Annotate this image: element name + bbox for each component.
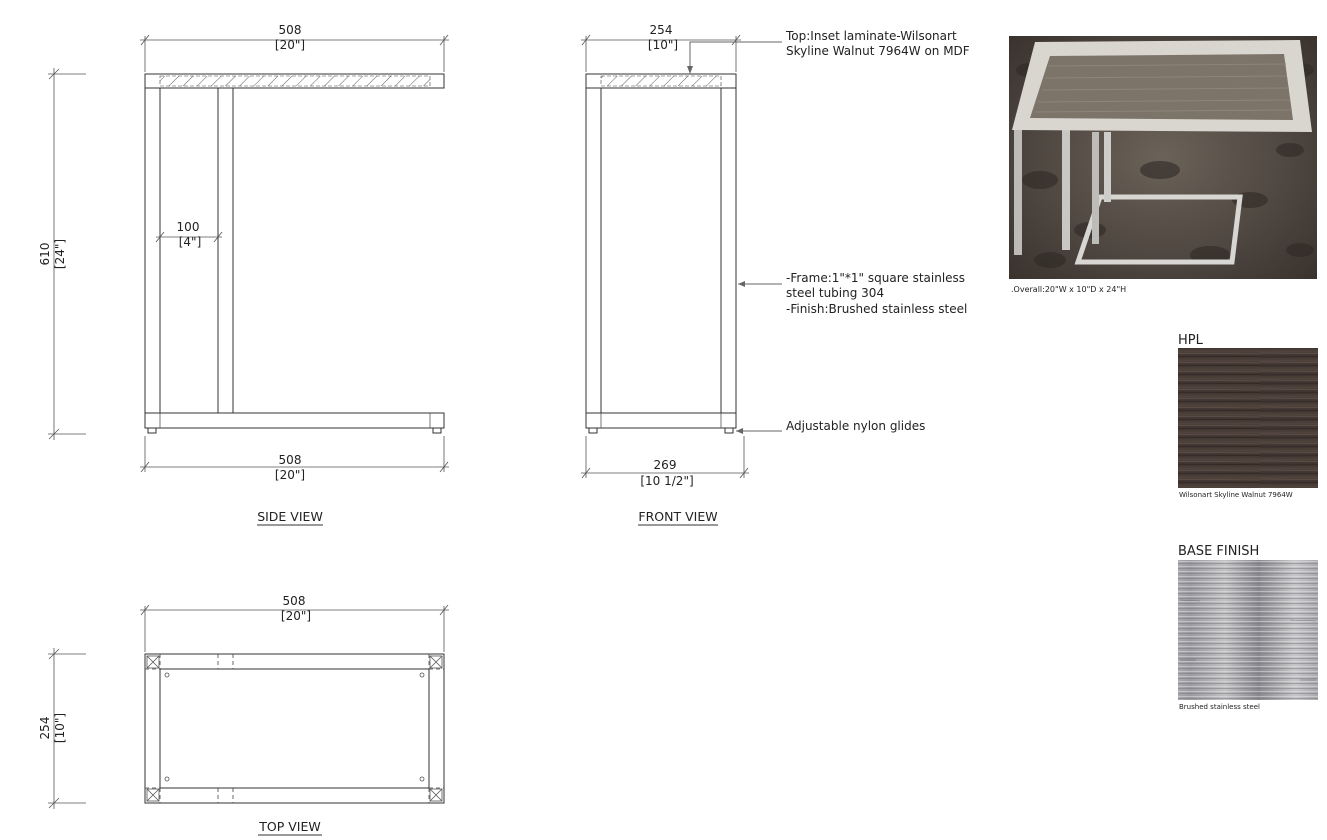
side-left-post	[145, 88, 160, 413]
top-dim-depth-mm: 254	[38, 716, 52, 740]
side-dim-top-in: [20"]	[274, 38, 306, 52]
photo-caption: .Overall:20"W x 10"D x 24"H	[1011, 285, 1127, 294]
top-dim-width-mm: 508	[282, 594, 306, 608]
side-view	[38, 23, 449, 525]
callout-top-line1: Top:Inset laminate-Wilsonart	[786, 29, 957, 43]
front-view	[581, 23, 749, 525]
base-finish-swatch	[1178, 560, 1318, 700]
front-right-post	[721, 88, 736, 413]
top-inset-panel	[160, 669, 429, 788]
side-dim-height-in: [24"]	[53, 238, 67, 270]
front-dim-bottom-mm: 269	[653, 458, 677, 472]
top-view	[38, 594, 449, 835]
side-dim-post-mm: 100	[176, 220, 200, 234]
base-finish-swatch-group	[1178, 544, 1318, 711]
callout-frame-line2: steel tubing 304	[786, 286, 885, 300]
top-outline	[145, 654, 444, 803]
hpl-swatch-group	[1178, 333, 1318, 499]
callout-glides: Adjustable nylon glides	[786, 419, 926, 433]
front-view-title: FRONT VIEW	[638, 509, 718, 524]
side-dim-post-in: [4"]	[178, 235, 202, 249]
front-dim-bottom-in: [10 1/2"]	[640, 474, 694, 488]
hpl-title: HPL	[1178, 333, 1203, 348]
top-view-title: TOP VIEW	[259, 819, 321, 834]
front-glide-left	[589, 428, 597, 433]
front-dim-top-in: [10"]	[647, 38, 679, 52]
side-dim-height-mm: 610	[38, 242, 52, 266]
side-dim-bottom-mm: 508	[278, 453, 302, 467]
side-middle-post	[218, 88, 233, 413]
side-dim-top-mm: 508	[278, 23, 302, 37]
side-base-rail	[145, 413, 444, 428]
side-glide-left	[148, 428, 156, 433]
hpl-caption: Wilsonart Skyline Walnut 7964W	[1179, 491, 1293, 499]
callout-top-line2: Skyline Walnut 7964W on MDF	[786, 44, 970, 58]
product-photo	[1009, 36, 1317, 294]
top-dim-width-in: [20"]	[280, 609, 312, 623]
base-finish-title: BASE FINISH	[1178, 544, 1260, 559]
base-finish-caption: Brushed stainless steel	[1179, 703, 1260, 711]
callout-frame-line3: -Finish:Brushed stainless steel	[786, 302, 968, 316]
top-dim-depth-in: [10"]	[53, 712, 67, 744]
side-glide-right	[433, 428, 441, 433]
front-dim-top-mm: 254	[649, 23, 673, 37]
callouts	[687, 29, 970, 434]
hpl-swatch	[1178, 348, 1318, 488]
front-left-post	[586, 88, 601, 413]
front-base-rail	[586, 413, 736, 428]
callout-frame-line1: -Frame:1"*1" square stainless	[786, 271, 966, 285]
side-view-title: SIDE VIEW	[257, 509, 323, 524]
front-glide-right	[725, 428, 733, 433]
side-dim-bottom-in: [20"]	[274, 468, 306, 482]
